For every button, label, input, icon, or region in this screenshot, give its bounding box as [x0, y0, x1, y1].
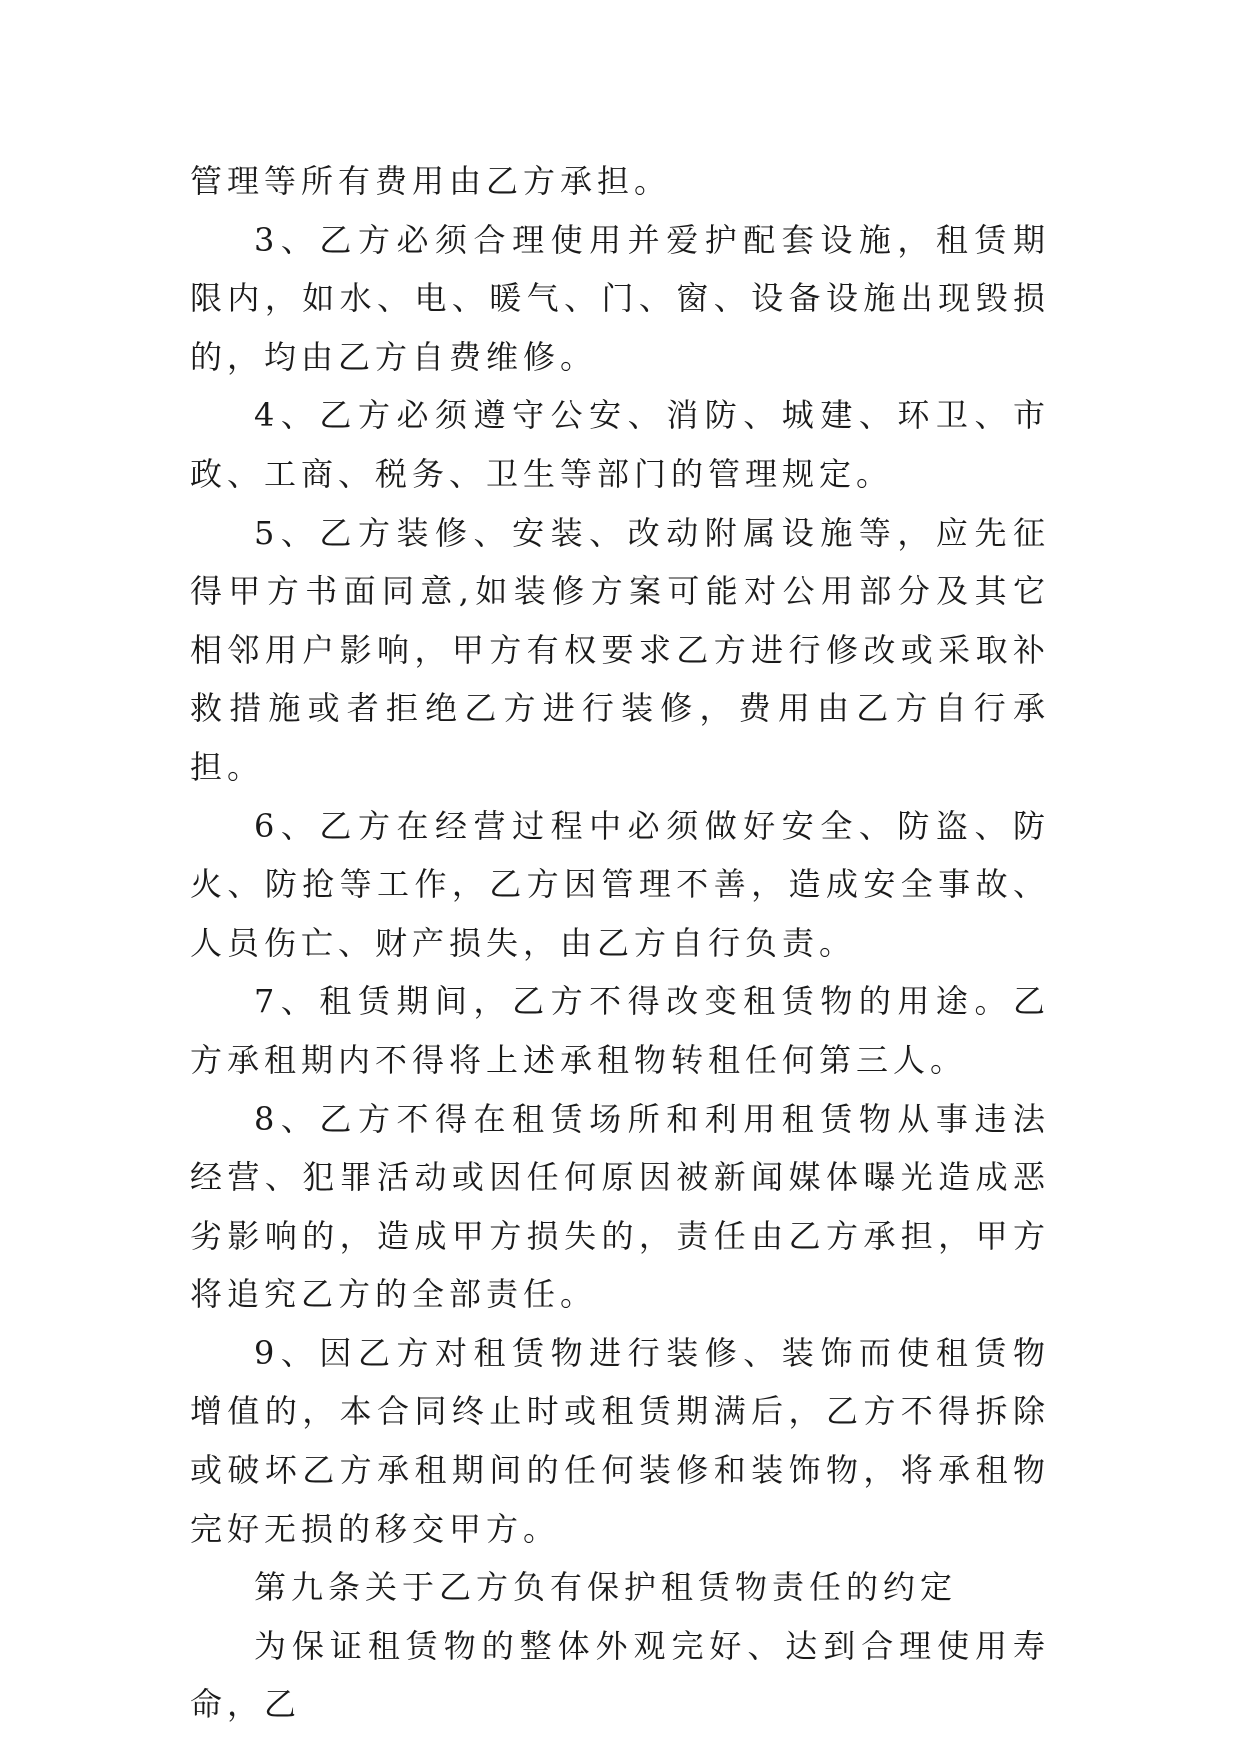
paragraph-clause-9: 9、因乙方对租赁物进行装修、装饰而使租赁物增值的，本合同终止时或租赁期满后，乙方不得拆除或破坏乙方承租期间的任何装修和装饰物，将承租物完好无损的移交甲方。	[190, 1333, 1050, 1548]
paragraph-clause-5: 5、乙方装修、安装、改动附属设施等，应先征得甲方书面同意,如装修方案可能对公用部分及其它相邻用户影响，甲方有权要求乙方进行修改或采取补救措施或者拒绝乙方进行装修，费用由乙方自行承担。	[190, 513, 1050, 786]
paragraph-clause-7: 7、租赁期间，乙方不得改变租赁物的用途。乙方承租期内不得将上述承租物转租任何第三人。	[190, 982, 1050, 1079]
paragraph-clause-8: 8、乙方不得在租赁场所和利用租赁物从事违法经营、犯罪活动或因任何原因被新闻媒体曝光造成恶劣影响的，造成甲方损失的，责任由乙方承担，甲方将追究乙方的全部责任。	[190, 1099, 1050, 1314]
article-9-heading: 第九条关于乙方负有保护租赁物责任的约定	[254, 1568, 958, 1607]
paragraph-clause-6: 6、乙方在经营过程中必须做好安全、防盗、防火、防抢等工作，乙方因管理不善，造成安全事故、人员伤亡、财产损失，由乙方自行负责。	[190, 806, 1050, 962]
document-body	[190, 152, 1050, 1734]
paragraph-clause-3: 3、乙方必须合理使用并爱护配套设施，租赁期限内，如水、电、暖气、门、窗、设备设施出现毁损的，均由乙方自费维修。	[190, 220, 1050, 376]
paragraph-continuation: 管理等所有费用由乙方承担。	[190, 162, 672, 200]
paragraph-clause-4: 4、乙方必须遵守公安、消防、城建、环卫、市政、工商、税务、卫生等部门的管理规定。	[190, 396, 1050, 493]
paragraph-article-9-body: 为保证租赁物的整体外观完好、达到合理使用寿命，乙	[190, 1626, 1050, 1724]
